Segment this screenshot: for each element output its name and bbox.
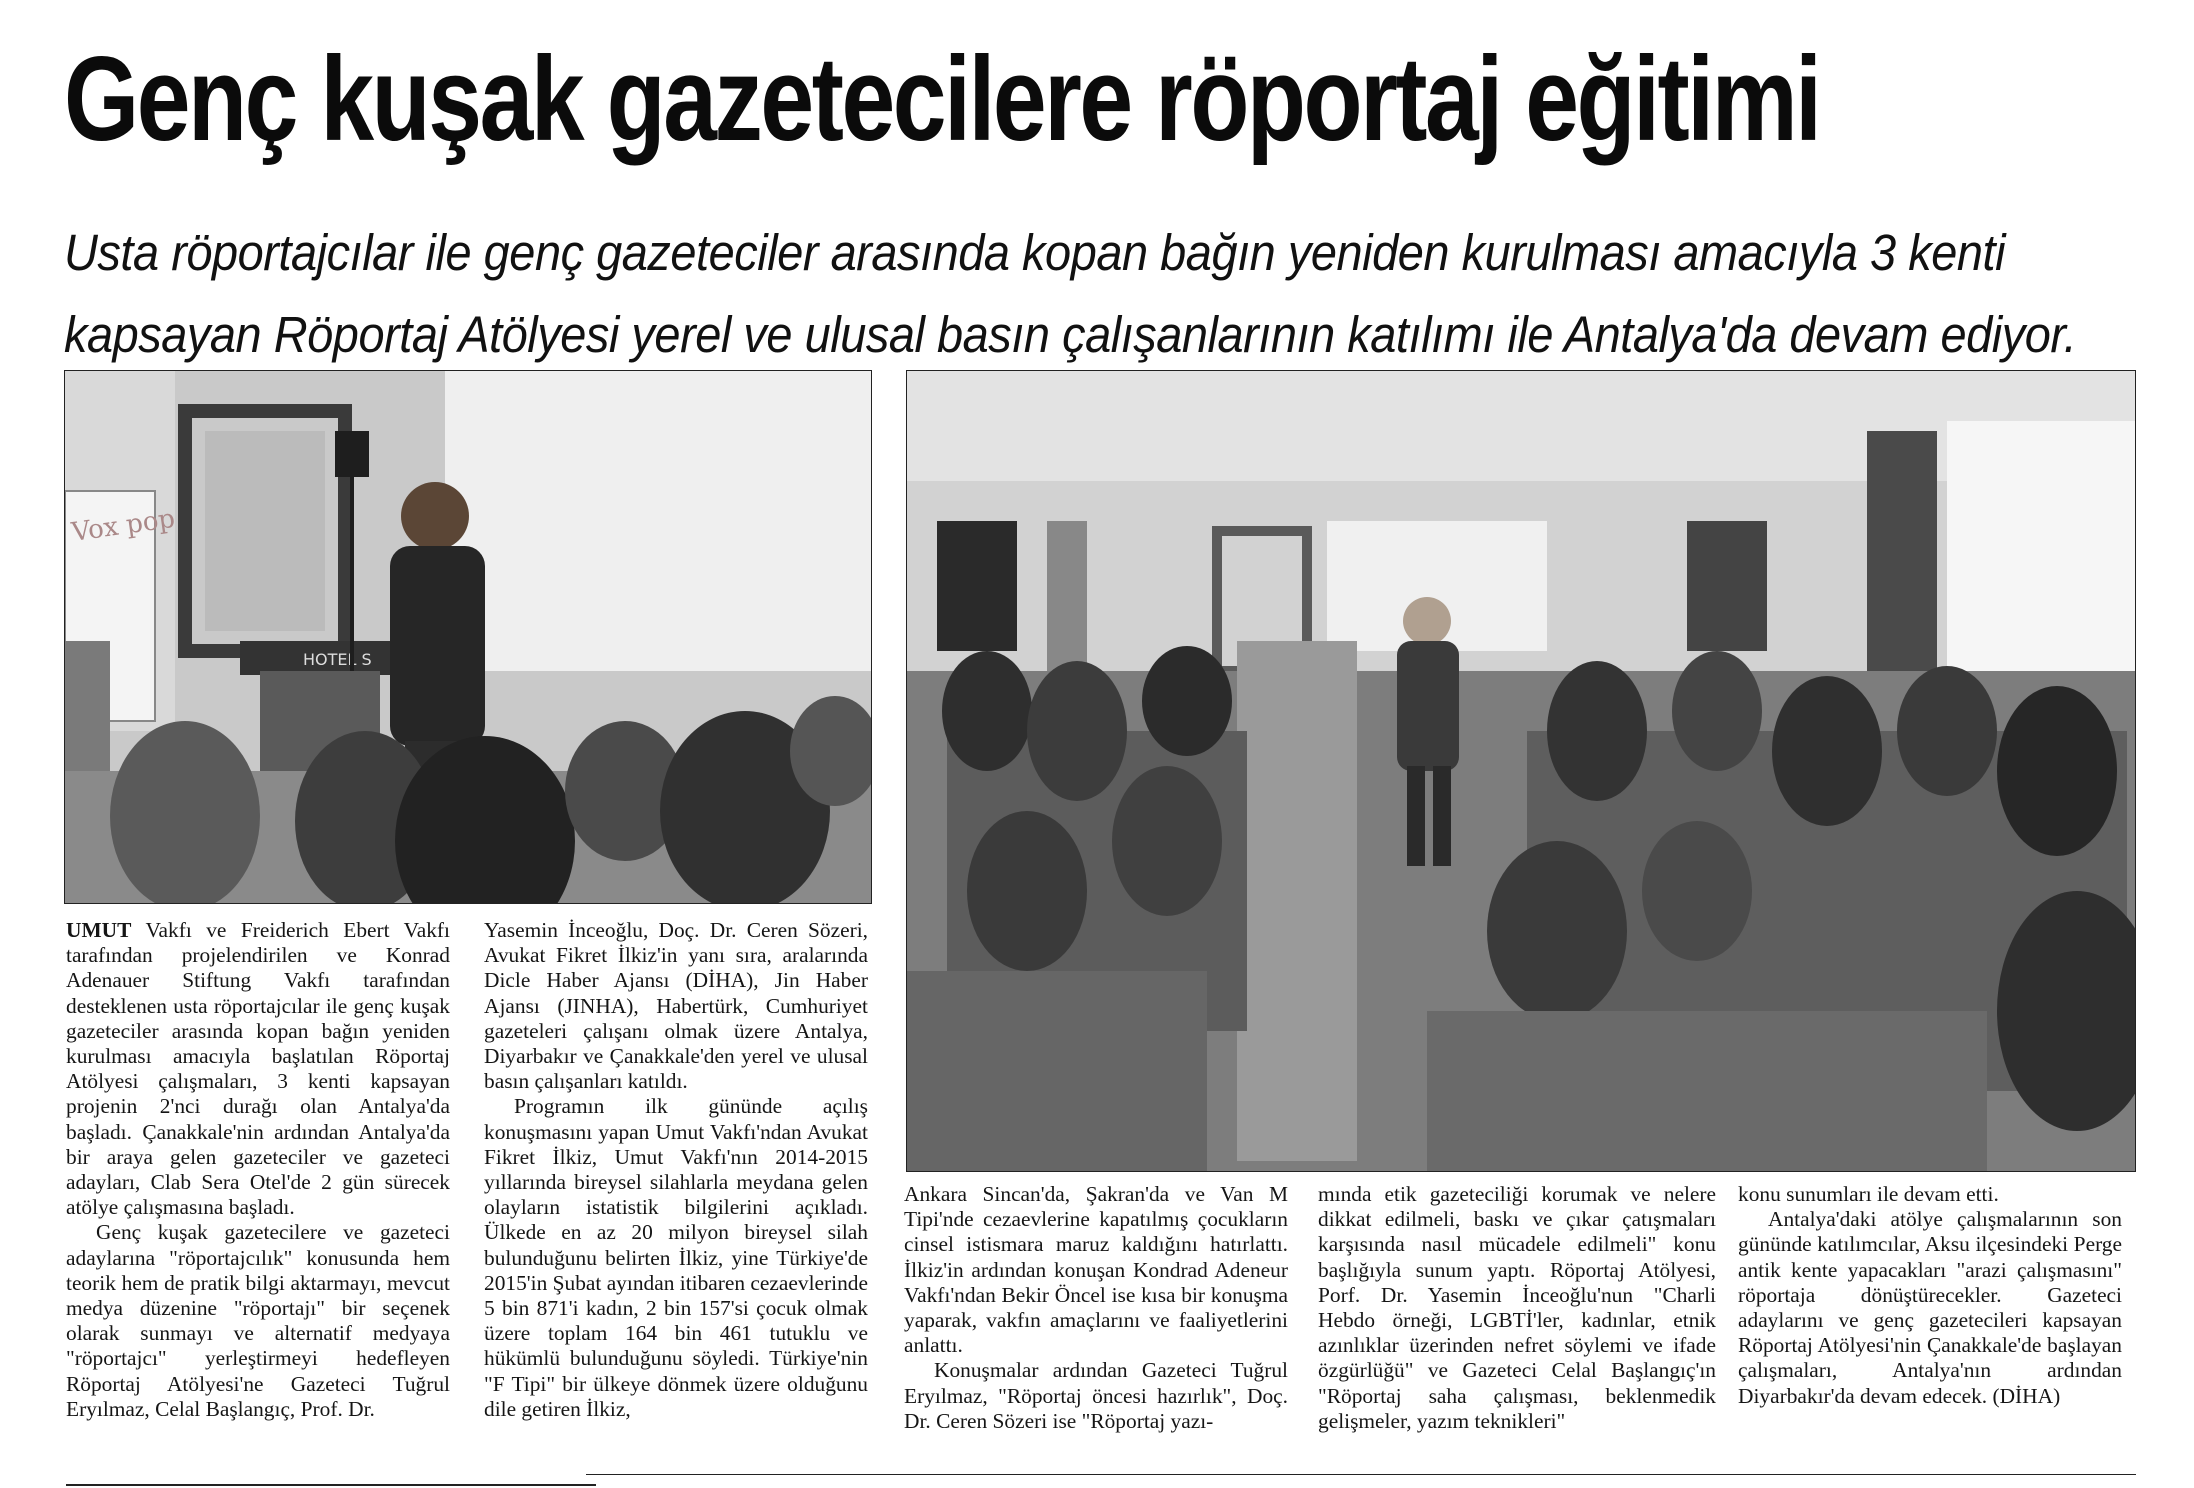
column-4 [1318,1182,1716,1434]
headline: Genç kuşak gazetecilere röportaj eğitimi [64,32,1820,166]
board-handwriting: Vox pop [69,503,177,548]
column-2-paragraph-2: Programın ilk gününde açılış konuşmasını yapan Umut Vakfı'ndan Avukat Fikret İlkiz, Umut Vakfı'nın 2014-2015 yıllarında bireysel silahlarla meydana gelen olayların istatistik bilgilerini açıkladı. Ülkede en az 20 milyon bireysel silah bulunduğunu belirten İlkiz, yine Türkiye'de 2015'in Şubat ayından itibaren cezaevlerinde 5 bin 871'i kadın, 2 bin 157'si çocuk olmak üzere toplam 164 bin 461 tutuklu ve hükümlü bulunduğunu söyledi. Türkiye'nin "F Tipi" bir ülkeye dönmek üzere olduğunu dile getiren İlkiz, [484,1094,868,1421]
bottom-rule-right [586,1474,2136,1475]
subheadline-line-1: Usta röportajcılar ile genç gazeteciler arasında kopan bağın yeniden kurulması amacıyla 3 kenti [64,224,2006,281]
column-1-paragraph-2: Genç kuşak gazetecilere ve gazeteci adaylarına "röportajcılık" konusunda hem teorik hem de pratik bilgi aktarmayı, mevcut medya düzenine "röportajı" bir seçenek olarak sunmayı ve alternatif medyaya "röportajcı" yerleştirmeyi hedefleyen Röportaj Atölyesi'ne Gazeteci Tuğrul Eryılmaz, Celal Başlangıç, Prof. Dr. [66,1220,450,1421]
photo-speaker-woman [64,370,872,904]
column-5-paragraph-2: Antalya'daki atölye çalışmalarının son gününde katılımcılar, Aksu ilçesindeki Perge antik kente yapacakları "arazi çalışmasını" röportaja dönüştürecekler. Gazeteci adaylarını ve genç gazetecileri kapsayan Röportaj Atölyesi'nin Çanakkale'de başlayan çalışmaları, Antalya'nın ardından Diyarbakır'da devam edecek. (DİHA) [1738,1207,2122,1408]
lead-word: UMUT [66,918,132,942]
column-2 [484,918,868,1422]
column-1 [66,918,450,1422]
hotel-sign: HOTEL S [303,650,372,669]
column-5-paragraph-1: konu sunumları ile devam etti. [1738,1182,1999,1206]
column-2-paragraph-1: Yasemin İnceoğlu, Doç. Dr. Ceren Sözeri, Avukat Fikret İlkiz'in yanı sıra, aralarında Dicle Haber Ajansı (DİHA), Jin Haber Ajansı (JINHA), Habertürk, Cumhuriyet gazeteleri çalışanı olmak üzere Antalya, Diyarbakır ve Çanakkale'den yerel ve ulusal basın çalışanları katıldı. [484,918,868,1094]
column-3 [904,1182,1288,1434]
photo-workshop-room [906,370,2136,1172]
column-3-paragraph-2: Konuşmalar ardından Gazeteci Tuğrul Eryılmaz, "Röportaj öncesi hazırlık", Doç. Dr. Ceren Sözeri ise "Röportaj yazı- [904,1358,1288,1433]
photo-speaker-woman-drawing [65,371,871,903]
subheadline-line-2: kapsayan Röportaj Atölyesi yerel ve ulusal basın çalışanlarının katılımı ile Antalya'da devam ediyor. [64,306,2077,363]
column-5 [1738,1182,2122,1409]
column-3-paragraph-1: Ankara Sincan'da, Şakran'da ve Van M Tipi'nde cezaevlerine kapatılmış çocukların cinsel istismara maruz kaldığını hatırlattı. İlkiz'in ardından konuşan Kondrad Adeneur Vakfı'ndan Bekir Öncel ise kısa bir konuşma yaparak, vakfın amaçlarını ve faaliyetlerini anlattı. [904,1182,1288,1358]
column-4-paragraph-1: mında etik gazeteciliği korumak ve nelere dikkat edilmeli, baskı ve çıkar çatışmaları karşısında nasıl mücadele edilmeli" konu başlığıyla sunum yaptı. Röportaj Atölyesi, Porf. Dr. Yasemin İnceoğlu'nun "Charli Hebdo örneği, LGBTİ'ler, kadınlar, etnik azınlıklar üzerinden nefret söylemi ve ifade özgürlüğü" ve Gazeteci Celal Başlangıç'ın "Röportaj saha çalışması, beklenmedik gelişmeler, yazım teknikleri" [1318,1182,1716,1433]
column-1-paragraph-1: Vakfı ve Freiderich Ebert Vakfı tarafından projelendirilen ve Konrad Adenauer Stiftung Vakfı tarafından desteklenen usta röportajcılar ile genç kuşak gazeteciler arasında kopan bağın yeniden kurulması amacıyla başlatılan Röportaj Atölyesi çalışmaları, 3 kenti kapsayan projenin 2'nci durağı olan Antalya'da başladı. Çanakkale'nin ardından Antalya'da bir araya gelen gazeteciler ve gazeteci adayları, Clab Sera Otel'de 2 gün sürecek atölye çalışmasına başladı. [66,918,450,1220]
bottom-rule-left [66,1484,596,1486]
subheadline [64,212,2154,376]
photo-workshop-room-drawing [907,371,2135,1171]
